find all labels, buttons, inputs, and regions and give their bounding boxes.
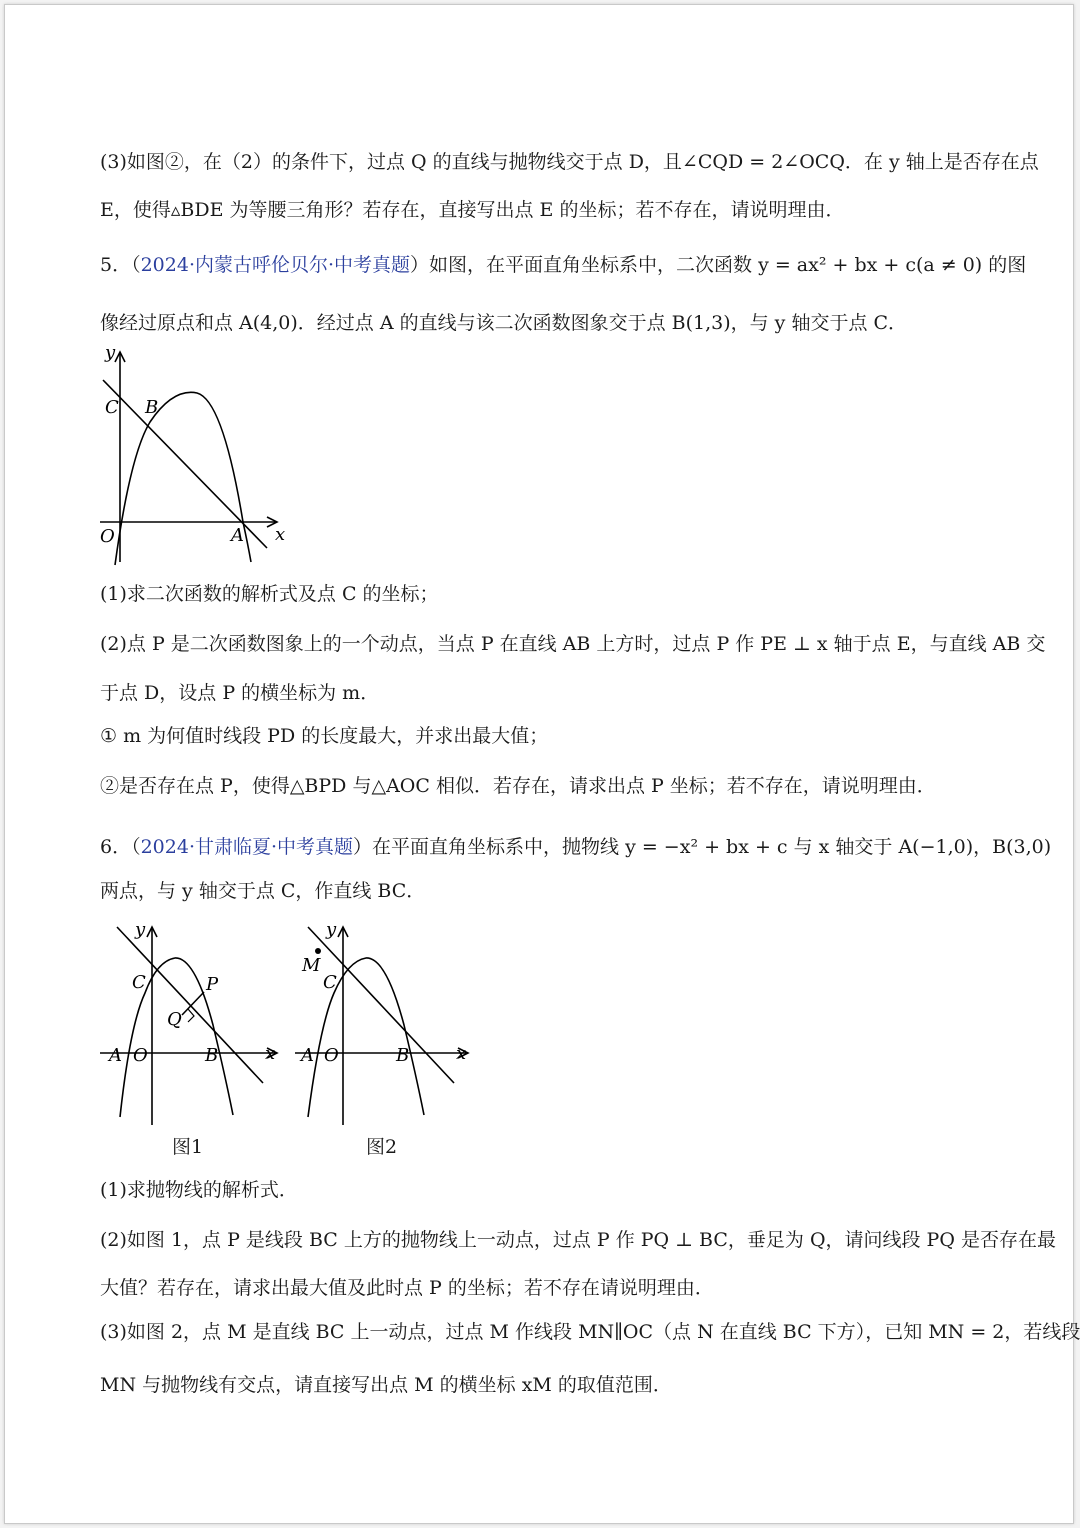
problem5-q2-line1: (2)点 P 是二次函数图象上的一个动点，当点 P 在直线 AB 上方时，过点 P 作 PE ⊥ x 轴于点 E，与直线 AB 交 [100, 633, 1046, 655]
p5-label-a: A [231, 525, 244, 546]
p5-label-c: C [105, 397, 119, 418]
problem6-figure1 [95, 915, 285, 1125]
problem5-q2-a: ① m 为何值时线段 PD 的长度最大，并求出最大值； [100, 725, 549, 747]
problem5-line2: 像经过原点和点 A(4,0)．经过点 A 的直线与该二次函数图象交于点 B(1,3)，与 y 轴交于点 C． [100, 312, 908, 334]
p6f2-label-m: M [302, 955, 321, 976]
problem6-q3-line2: MN 与抛物线有交点，请直接写出点 M 的横坐标 xM 的取值范围． [100, 1374, 672, 1396]
p6f2-label-c: C [323, 972, 337, 993]
problem5-number: 5．（ [100, 254, 141, 276]
problem5-header [100, 251, 1027, 279]
problem5-q1: (1)求二次函数的解析式及点 C 的坐标； [100, 583, 439, 605]
p6f1-label-p: P [206, 974, 219, 995]
p6f2-label-y: y [326, 919, 337, 940]
problem6-figure2 [290, 915, 480, 1125]
problem6-q2-line2: 大值？若存在，请求出最大值及此时点 P 的坐标；若不存在请说明理由． [100, 1277, 714, 1299]
p5-label-o: O [100, 526, 115, 547]
p6f2-label-a: A [301, 1045, 314, 1066]
p6f1-label-a: A [109, 1045, 122, 1066]
p6f2-label-x: x [456, 1043, 467, 1064]
p5-label-b: B [145, 397, 159, 418]
p6f2-label-o: O [324, 1045, 339, 1066]
problem6-header-rest: ）在平面直角坐标系中，抛物线 y = −x² + bx + c 与 x 轴交于 A(−1,0)，B(3,0) [353, 836, 1052, 858]
problem5-header-rest: ）如图，在平面直角坐标系中，二次函数 y = ax² + bx + c(a ≠ 0) 的图 [410, 254, 1027, 276]
p6f1-label-q: Q [167, 1009, 182, 1030]
figure2-caption: 图2 [366, 1136, 398, 1158]
problem5-q2-line2: 于点 D，设点 P 的横坐标为 m． [100, 682, 380, 704]
problem6-header [100, 833, 1052, 861]
problem6-q1: (1)求抛物线的解析式． [100, 1179, 298, 1201]
problem6-source-link[interactable]: 2024·甘肃临夏·中考真题 [140, 836, 354, 858]
problem5-q2-b: ②是否存在点 P，使得△BPD 与△AOC 相似．若存在，请求出点 P 坐标；若不存在，请说明理由． [100, 775, 936, 797]
p5-label-y: y [105, 342, 116, 363]
p5-label-x: x [275, 524, 286, 545]
p6f1-label-x: x [265, 1043, 276, 1064]
p6f1-label-b: B [205, 1045, 219, 1066]
problem6-number: 6．（ [100, 836, 141, 858]
problem4-part3-line1: (3)如图②，在（2）的条件下，过点 Q 的直线与抛物线交于点 D，且∠CQD = 2∠OCQ．在 y 轴上是否存在点 [100, 151, 1039, 173]
problem4-part3-line2: E，使得▵BDE 为等腰三角形？若存在，直接写出点 E 的坐标；若不存在，请说明理由． [100, 199, 845, 221]
figure1-caption: 图1 [172, 1136, 204, 1158]
p6f1-label-y: y [135, 919, 146, 940]
p6f2-point-m [315, 948, 321, 954]
p6f1-segment-pq [182, 992, 204, 1015]
p6f2-label-b: B [396, 1045, 410, 1066]
problem6-q3-line1: (3)如图 2，点 M 是直线 BC 上一动点，过点 M 作线段 MN∥OC（点 N 在直线 BC 下方），已知 MN = 2，若线段 [100, 1321, 1080, 1343]
problem6-q2-line1: (2)如图 1，点 P 是线段 BC 上方的抛物线上一动点，过点 P 作 PQ ⊥ BC，垂足为 Q，请问线段 PQ 是否存在最 [100, 1229, 1056, 1251]
problem5-source-link[interactable]: 2024·内蒙古呼伦贝尔·中考真题 [140, 254, 411, 276]
p6f1-label-o: O [133, 1045, 148, 1066]
p6f1-label-c: C [132, 972, 146, 993]
problem6-line2: 两点，与 y 轴交于点 C，作直线 BC． [100, 880, 426, 902]
problem5-figure [95, 340, 295, 575]
p6f1-right-angle-mark [188, 1009, 194, 1022]
